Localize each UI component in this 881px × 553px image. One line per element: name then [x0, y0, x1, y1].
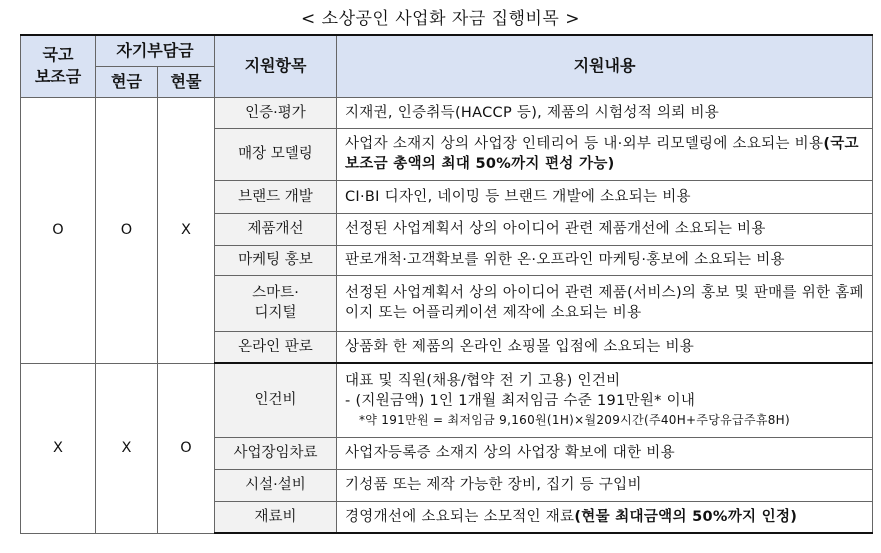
item-brand-development: 브랜드 개발 — [215, 180, 337, 213]
desc-personnel-line2: - (지원금액) 1인 1개월 최저임금 수준 191만원* 이내 — [345, 393, 696, 410]
header-self-burden: 자기부담금 — [96, 35, 215, 66]
desc-materials — [337, 501, 873, 533]
desc-brand-development: CI·BI 디자인, 네이밍 등 브랜드 개발에 소요되는 비용 — [337, 180, 873, 213]
item-facilities: 시설·설비 — [215, 469, 337, 501]
item-online-sales: 온라인 판로 — [215, 331, 337, 363]
desc-facilities: 기성품 또는 제작 가능한 장비, 집기 등 구입비 — [337, 469, 873, 501]
desc-personnel-note: *약 191만원 = 최저임금 9,160원(1H)×월209시간(주40H+주당유급주휴8H) — [359, 413, 790, 428]
header-inkind: 현물 — [158, 66, 215, 97]
item-smart-digital — [215, 275, 337, 331]
group2-cash: X — [96, 363, 158, 533]
desc-smart-digital: 선정된 사업계획서 상의 아이디어 관련 제품(서비스)의 홍보 및 판매를 위한 홈페이지 또는 어플리케이션 제작에 소요되는 비용 — [337, 275, 873, 331]
group1-cash: O — [96, 97, 158, 363]
item-smart-digital-line1: 스마트· — [252, 285, 299, 301]
desc-product-improvement: 선정된 사업계획서 상의 아이디어 관련 제품개선에 소요되는 비용 — [337, 213, 873, 245]
item-smart-digital-line2: 디지털 — [254, 305, 297, 321]
item-product-improvement: 제품개선 — [215, 213, 337, 245]
desc-marketing: 판로개척·고객확보를 위한 온·오프라인 마케팅·홍보에 소요되는 비용 — [337, 245, 873, 275]
desc-materials-text: 경영개선에 소요되는 소모적인 재료 — [345, 508, 575, 525]
header-content: 지원내용 — [337, 35, 873, 97]
desc-store-remodeling-limit: (국고보조금 총액의 최대 50%까지 편성 가능) — [345, 136, 859, 172]
desc-online-sales: 상품화 한 제품의 온라인 쇼핑몰 입점에 소요되는 비용 — [337, 331, 873, 363]
item-materials: 재료비 — [215, 501, 337, 533]
group1-inkind: X — [158, 97, 215, 363]
header-cash: 현금 — [96, 66, 158, 97]
group2-inkind: O — [158, 363, 215, 533]
desc-store-remodeling-text: 사업자 소재지 상의 사업장 인테리어 등 내·외부 리모델링에 소요되는 비용 — [345, 136, 824, 152]
header-item: 지원항목 — [215, 35, 337, 97]
desc-personnel — [337, 363, 873, 437]
desc-certification: 지재권, 인증취득(HACCP 등), 제품의 시험성적 의뢰 비용 — [337, 97, 873, 128]
desc-rent: 사업자등록증 소재지 상의 사업장 확보에 대한 비용 — [337, 437, 873, 469]
item-certification: 인증·평가 — [215, 97, 337, 128]
group2-gov: X — [21, 363, 96, 533]
item-marketing: 마케팅 홍보 — [215, 245, 337, 275]
header-gov-subsidy: 국고 보조금 — [21, 35, 96, 97]
item-personnel: 인건비 — [215, 363, 337, 437]
expense-table — [20, 34, 873, 534]
item-rent: 사업장임차료 — [215, 437, 337, 469]
item-store-remodeling: 매장 모델링 — [215, 128, 337, 180]
group1-gov: O — [21, 97, 96, 363]
desc-store-remodeling — [337, 128, 873, 180]
desc-personnel-line1: 대표 및 직원(채용/협약 전 기 고용) 인건비 — [345, 373, 621, 390]
page-title: < 소상공인 사업화 자금 집행비목 > — [301, 9, 580, 29]
desc-materials-limit: (현물 최대금액의 50%까지 인정) — [574, 508, 798, 525]
